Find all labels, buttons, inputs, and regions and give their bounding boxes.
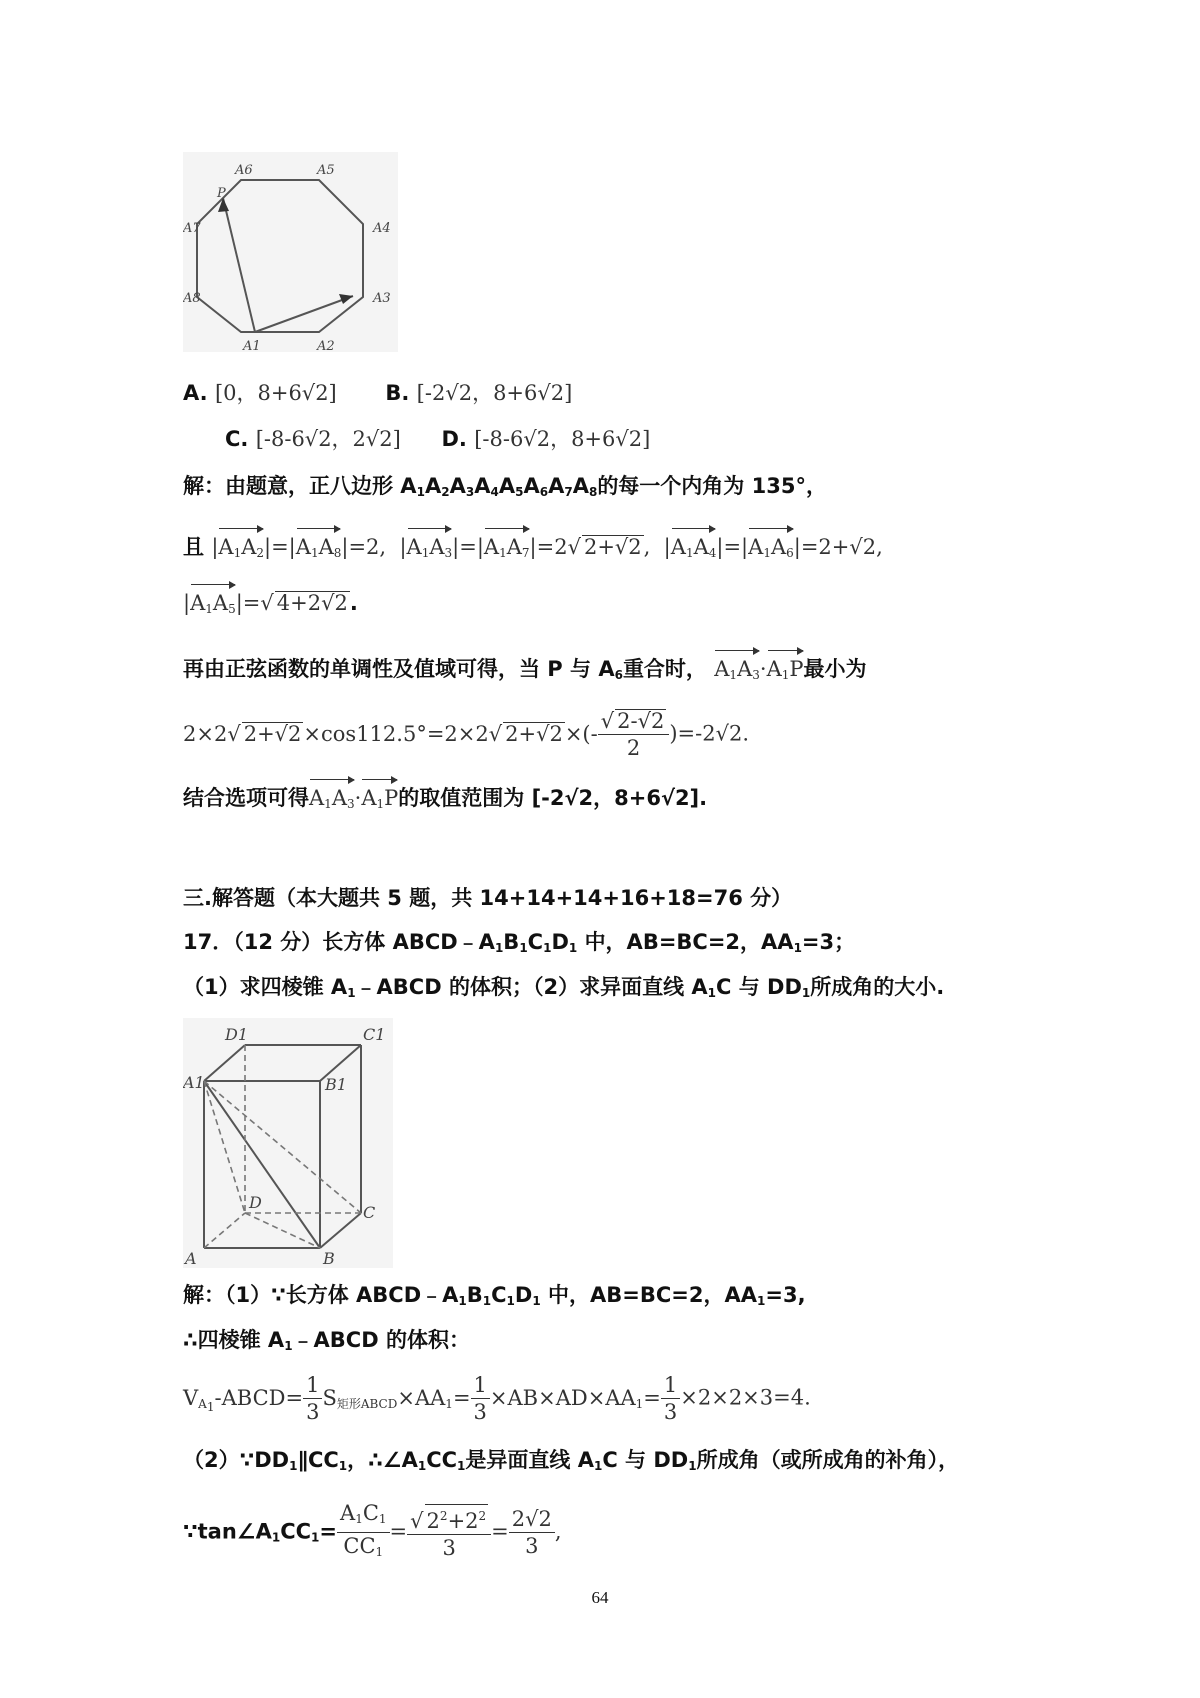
sol17-text: 是异面直线 A xyxy=(465,1448,594,1472)
sol16-math: 2×2 xyxy=(183,721,228,746)
sol17-text: =3, xyxy=(765,1283,806,1307)
sol17-text: ﹣ABCD 的体积： xyxy=(292,1328,470,1352)
sol16-text: 的每一个内角为 135°， xyxy=(597,474,827,498)
sol17-math: S xyxy=(322,1385,337,1410)
sol16-text: 重合时， xyxy=(622,657,707,681)
sol17-math: 矩形ABCD xyxy=(336,1396,398,1411)
label-A1: A1 xyxy=(243,339,261,352)
sol17-text: 所成角（或所成角的补角）， xyxy=(696,1448,960,1472)
label-D1: D1 xyxy=(225,1025,249,1044)
sol17-math: -ABCD= xyxy=(214,1385,304,1410)
q17-text: 中，AB=BC=2，AA xyxy=(584,930,794,954)
label-B: B xyxy=(323,1249,335,1268)
option-a-label: A. xyxy=(183,381,208,405)
q17-text: 17．（12 分）长方体 ABCD﹣A xyxy=(183,930,495,954)
sol16-text: 最小为 xyxy=(803,657,867,681)
sol17-text: , xyxy=(554,1519,562,1544)
sol17-line-2: ∴四棱锥 $A_1﹣ABCD$ 的体积： xyxy=(183,1328,470,1353)
octagon-figure xyxy=(183,152,398,352)
sol16-line-3: $|A_1A_5|=√$ 4+2√2. xyxy=(183,582,358,624)
sol16-math: )=-2√2. xyxy=(669,721,749,746)
label-A3: A3 xyxy=(373,291,391,306)
sol17-math: = xyxy=(452,1385,471,1410)
label-A: A xyxy=(185,1249,197,1268)
label-A6: A6 xyxy=(235,163,253,178)
label-C1: C1 xyxy=(363,1025,386,1044)
section-3-heading: 三.解答题（本大题共 5 题，共 14+14+14+16+18=76 分） xyxy=(183,886,793,910)
sol16-math: ×cos112.5°=2×2 xyxy=(303,721,489,746)
sol17-text: （2）∵DD xyxy=(183,1448,290,1472)
sol16-text: 结合选项可得 xyxy=(183,786,309,810)
sol16-text: 的取值范围为 [-2√2，8+6√2]. xyxy=(398,786,708,810)
q17-text: C 与 DD xyxy=(716,975,802,999)
sol17-math: ×2×2×3=4. xyxy=(680,1385,811,1410)
sol16-text: . xyxy=(349,591,358,615)
option-c-value: [-8-6√2，2√2] xyxy=(255,427,401,451)
sol17-text: CC xyxy=(280,1519,312,1544)
sol16-line-6: 结合选项可得$A_1A_3\cdot A_1P$的取值范围为 [-2√2，8+6√2]. xyxy=(183,777,707,819)
sol16-text: 再由正弦函数的单调性及值域可得，当 P 与 A xyxy=(183,657,615,681)
sol17-line-1: 解：（1）∵长方体 $ABCD﹣A_1B_1C_1D_1$ 中，AB=BC=2，$AA_1=3$, xyxy=(183,1283,806,1308)
label-C: C xyxy=(363,1203,376,1222)
sol17-text: ∥CC xyxy=(297,1448,339,1472)
sol17-line-4: $(2)\because DD_1\parallel CC_1$，$\therefore\angle A_1CC_1$是异面直线 $A_1C$ 与 $DD_1$所成角（或所成角的补角）， xyxy=(183,1448,960,1473)
q17-parts: （1）求四棱锥 $A_1﹣ABCD$ 的体积；（2）求异面直线 $A_1C$ 与 $DD_1$所成角的大小. xyxy=(183,975,945,1000)
options-row-1 xyxy=(183,378,572,408)
sol16-line-1: 解：由题意，正八边形 $A_1A_2A_3A_4A_5A_6A_7A_8$的每一个内角为 135°， xyxy=(183,474,827,499)
sol17-text: C 与 DD xyxy=(602,1448,689,1472)
page-number: 64 xyxy=(591,1588,609,1607)
q17-text: =3； xyxy=(801,930,856,954)
label-A5: A5 xyxy=(317,163,335,178)
q17-stem: 17．（12 分）长方体 $ABCD﹣A_1B_1C_1D_1$ 中，AB=BC=2，$AA_1=3$； xyxy=(183,930,856,955)
option-c-label: C. xyxy=(225,427,249,451)
sol17-text: CC xyxy=(426,1448,458,1472)
q17-text: （1）求四棱锥 A xyxy=(183,975,348,999)
option-d-label: D. xyxy=(441,427,467,451)
label-A1: A1 xyxy=(183,1073,205,1092)
sol16-math: ×( xyxy=(564,721,591,746)
q17-text: 所成角的大小. xyxy=(810,975,945,999)
sol17-math: = xyxy=(643,1385,661,1410)
label-A4: A4 xyxy=(373,221,391,236)
label-A8: A8 xyxy=(183,291,201,306)
label-P: P xyxy=(217,186,226,201)
sol17-line-5: $\because\tan\angle A_1CC_1=$ $\frac{A_1C_1}{CC_1}$ = $\frac{√ 2^2+2^2}{3}$ = $\frac{2√2}{3}$ , xyxy=(183,1501,562,1560)
label-A2: A2 xyxy=(317,339,335,352)
q17-text: ﹣ABCD 的体积；（2）求异面直线 A xyxy=(355,975,708,999)
label-D: D xyxy=(249,1193,262,1212)
sol16-line-4: 再由正弦函数的单调性及值域可得，当 P 与 $A_6$重合时， $A_1A_3\cdot A_1P$最小为 xyxy=(183,648,867,690)
options-row-2 xyxy=(225,424,650,454)
sol16-text: 解：由题意，正八边形 A xyxy=(183,474,417,498)
sol17-math: ×AB×AD×AA xyxy=(489,1385,636,1410)
option-b-value: [-2√2，8+6√2] xyxy=(416,381,573,405)
sol16-text: 且 xyxy=(183,535,204,559)
label-B1: B1 xyxy=(325,1075,347,1094)
sol17-text: ，∴∠A xyxy=(347,1448,418,1472)
cuboid-figure xyxy=(183,1018,393,1268)
option-a-value: [0，8+6√2] xyxy=(214,381,337,405)
option-d-value: [-8-6√2，8+6√2] xyxy=(474,427,651,451)
sol17-text: = xyxy=(319,1519,338,1544)
sol17-math: ×AA xyxy=(397,1385,446,1410)
sol17-text: 中，AB=BC=2，AA xyxy=(548,1283,758,1307)
sol16-line-5: 2×2√ 2+√2×cos112.5°=2×2√ 2+√2×(- $\frac{√ 2-√2}{2}$ )=-2√2. xyxy=(183,709,749,760)
label-A7: A7 xyxy=(183,221,201,236)
option-b-label: B. xyxy=(385,381,410,405)
sol17-line-3: $V_{A_1}-ABCD=$ $\frac{1}{3}$ $S_{矩形ABCD}\times AA_1=$ $\frac{1}{3}$ $\times AB\times AD\times AA_1=$ $\frac{1}{3}$ ×2×2×3=4. xyxy=(183,1373,811,1424)
sol17-math: V xyxy=(183,1385,199,1410)
sol17-text: ∴四棱锥 A xyxy=(183,1328,285,1352)
sol17-text: ∵tan∠A xyxy=(183,1519,272,1544)
sol16-line-2: 且 $|A_1A_2|=|A_1A_8|=2$, $|A_1A_3|=|A_1A_7|=2√$ 2+√2, $|A_1A_4|=|A_1A_6|=2+√2$, xyxy=(183,526,883,568)
sol17-text: 解：（1）∵长方体 ABCD﹣A xyxy=(183,1283,459,1307)
